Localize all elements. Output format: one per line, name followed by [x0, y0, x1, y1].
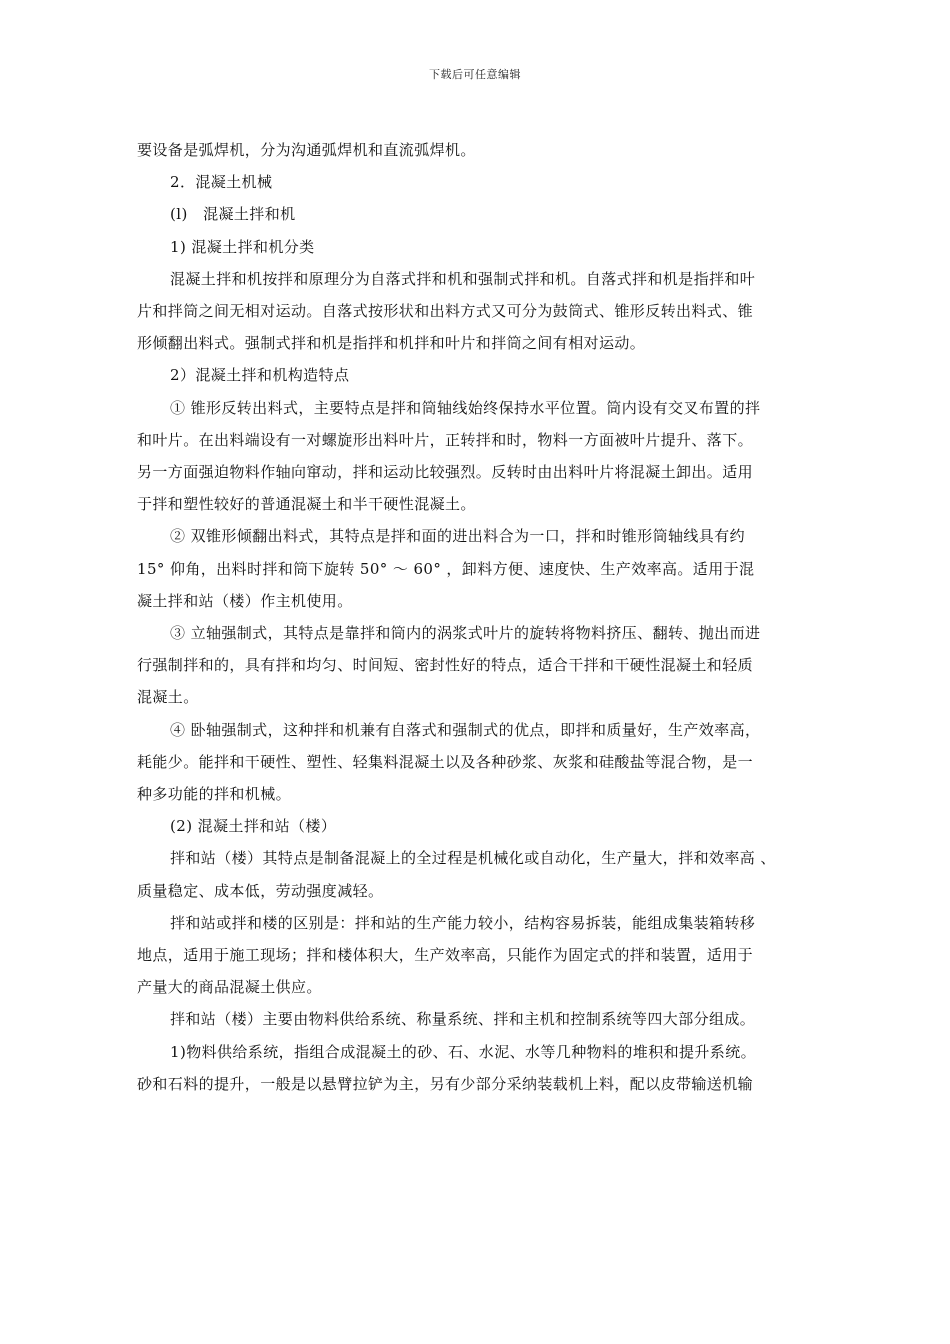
text-line: 砂和石料的提升，一般是以悬臂拉铲为主，另有少部分采纳装载机上料，配以皮带输送机输 — [137, 1074, 754, 1093]
text-line: 另一方面强迫物料作轴向窜动，拌和运动比较强烈。反转时由出料叶片将混凝土卸出。适用 — [137, 463, 754, 482]
text-line: 种多功能的拌和机械。 — [137, 785, 292, 804]
text-line: 片和拌筒之间无相对运动。自落式按形状和出料方式又可分为鼓筒式、锥形反转出料式、锥 — [137, 302, 754, 321]
text-line: 产量大的商品混凝土供应。 — [137, 978, 322, 997]
page-header: 下载后可任意编辑 — [429, 68, 521, 81]
text-line: 形倾翻出料式。强制式拌和机是指拌和机拌和叶片和拌筒之间有相对运动。 — [137, 334, 646, 353]
text-line: 1) 混凝土拌和机分类 — [170, 237, 315, 256]
text-line: (2) 混凝土拌和站（楼） — [170, 817, 337, 836]
text-line: 混凝土拌和机按拌和原理分为自落式拌和机和强制式拌和机。自落式拌和机是指拌和叶 — [170, 269, 756, 288]
text-line: ④ 卧轴强制式，这种拌和机兼有自落式和强制式的优点，即拌和质量好，生产效率高， — [170, 720, 761, 739]
text-line: ② 双锥形倾翻出料式，其特点是拌和面的进出料合为一口，拌和时锥形筒轴线具有约 — [170, 527, 745, 546]
text-line: 地点，适用于施工现场；拌和楼体积大，生产效率高，只能作为固定式的拌和装置，适用于 — [137, 946, 754, 965]
text-line: 2．混凝土机械 — [170, 173, 273, 192]
text-line: 凝土拌和站（楼）作主机使用。 — [137, 591, 353, 610]
document-body — [137, 134, 827, 1100]
text-line: ③ 立轴强制式，其特点是靠拌和筒内的涡浆式叶片的旋转将物料挤压、翻转、抛出而进 — [170, 624, 761, 643]
text-line: 拌和站（楼）其特点是制备混凝上的全过程是机械化或自动化，生产量大，拌和效率高 、 — [170, 849, 776, 868]
text-line: ① 锥形反转出料式，主要特点是拌和筒轴线始终保持水平位置。筒内设有交叉布置的拌 — [170, 398, 761, 417]
text-line: 于拌和塑性较好的普通混凝土和半干硬性混凝土。 — [137, 495, 476, 514]
text-line: (l) 混凝土拌和机 — [170, 205, 296, 224]
text-line: 1)物料供给系统，指组合成混凝土的砂、石、水泥、水等几种物料的堆积和提升系统。 — [170, 1042, 756, 1061]
text-line: 要设备是弧焊机，分为沟通弧焊机和直流弧焊机。 — [137, 141, 476, 159]
text-line: 耗能少。能拌和干硬性、塑性、轻集料混凝土以及各种砂浆、灰浆和硅酸盐等混合物，是一 — [137, 752, 754, 771]
text-line: 混凝土。 — [137, 688, 199, 707]
text-line: 2）混凝土拌和机构造特点 — [170, 366, 350, 385]
text-line: 拌和站或拌和楼的区别是：拌和站的生产能力较小，结构容易拆装，能组成集装箱转移 — [170, 913, 756, 932]
text-line: 15° 仰角，出料时拌和筒下旋转 50° ～ 60° ，卸料方便、速度快、生产效率高。适用于混 — [137, 559, 755, 578]
text-line: 行强制拌和的，具有拌和均匀、时间短、密封性好的特点，适合干拌和干硬性混凝土和轻质 — [137, 656, 754, 675]
text-line: 质量稳定、成本低，劳动强度减轻。 — [137, 881, 384, 900]
text-line: 和叶片。在出料端设有一对螺旋形出料叶片，正转拌和时，物料一方面被叶片提升、落下。 — [137, 430, 754, 449]
text-line: 拌和站（楼）主要由物料供给系统、称量系统、拌和主机和控制系统等四大部分组成。 — [170, 1010, 756, 1029]
